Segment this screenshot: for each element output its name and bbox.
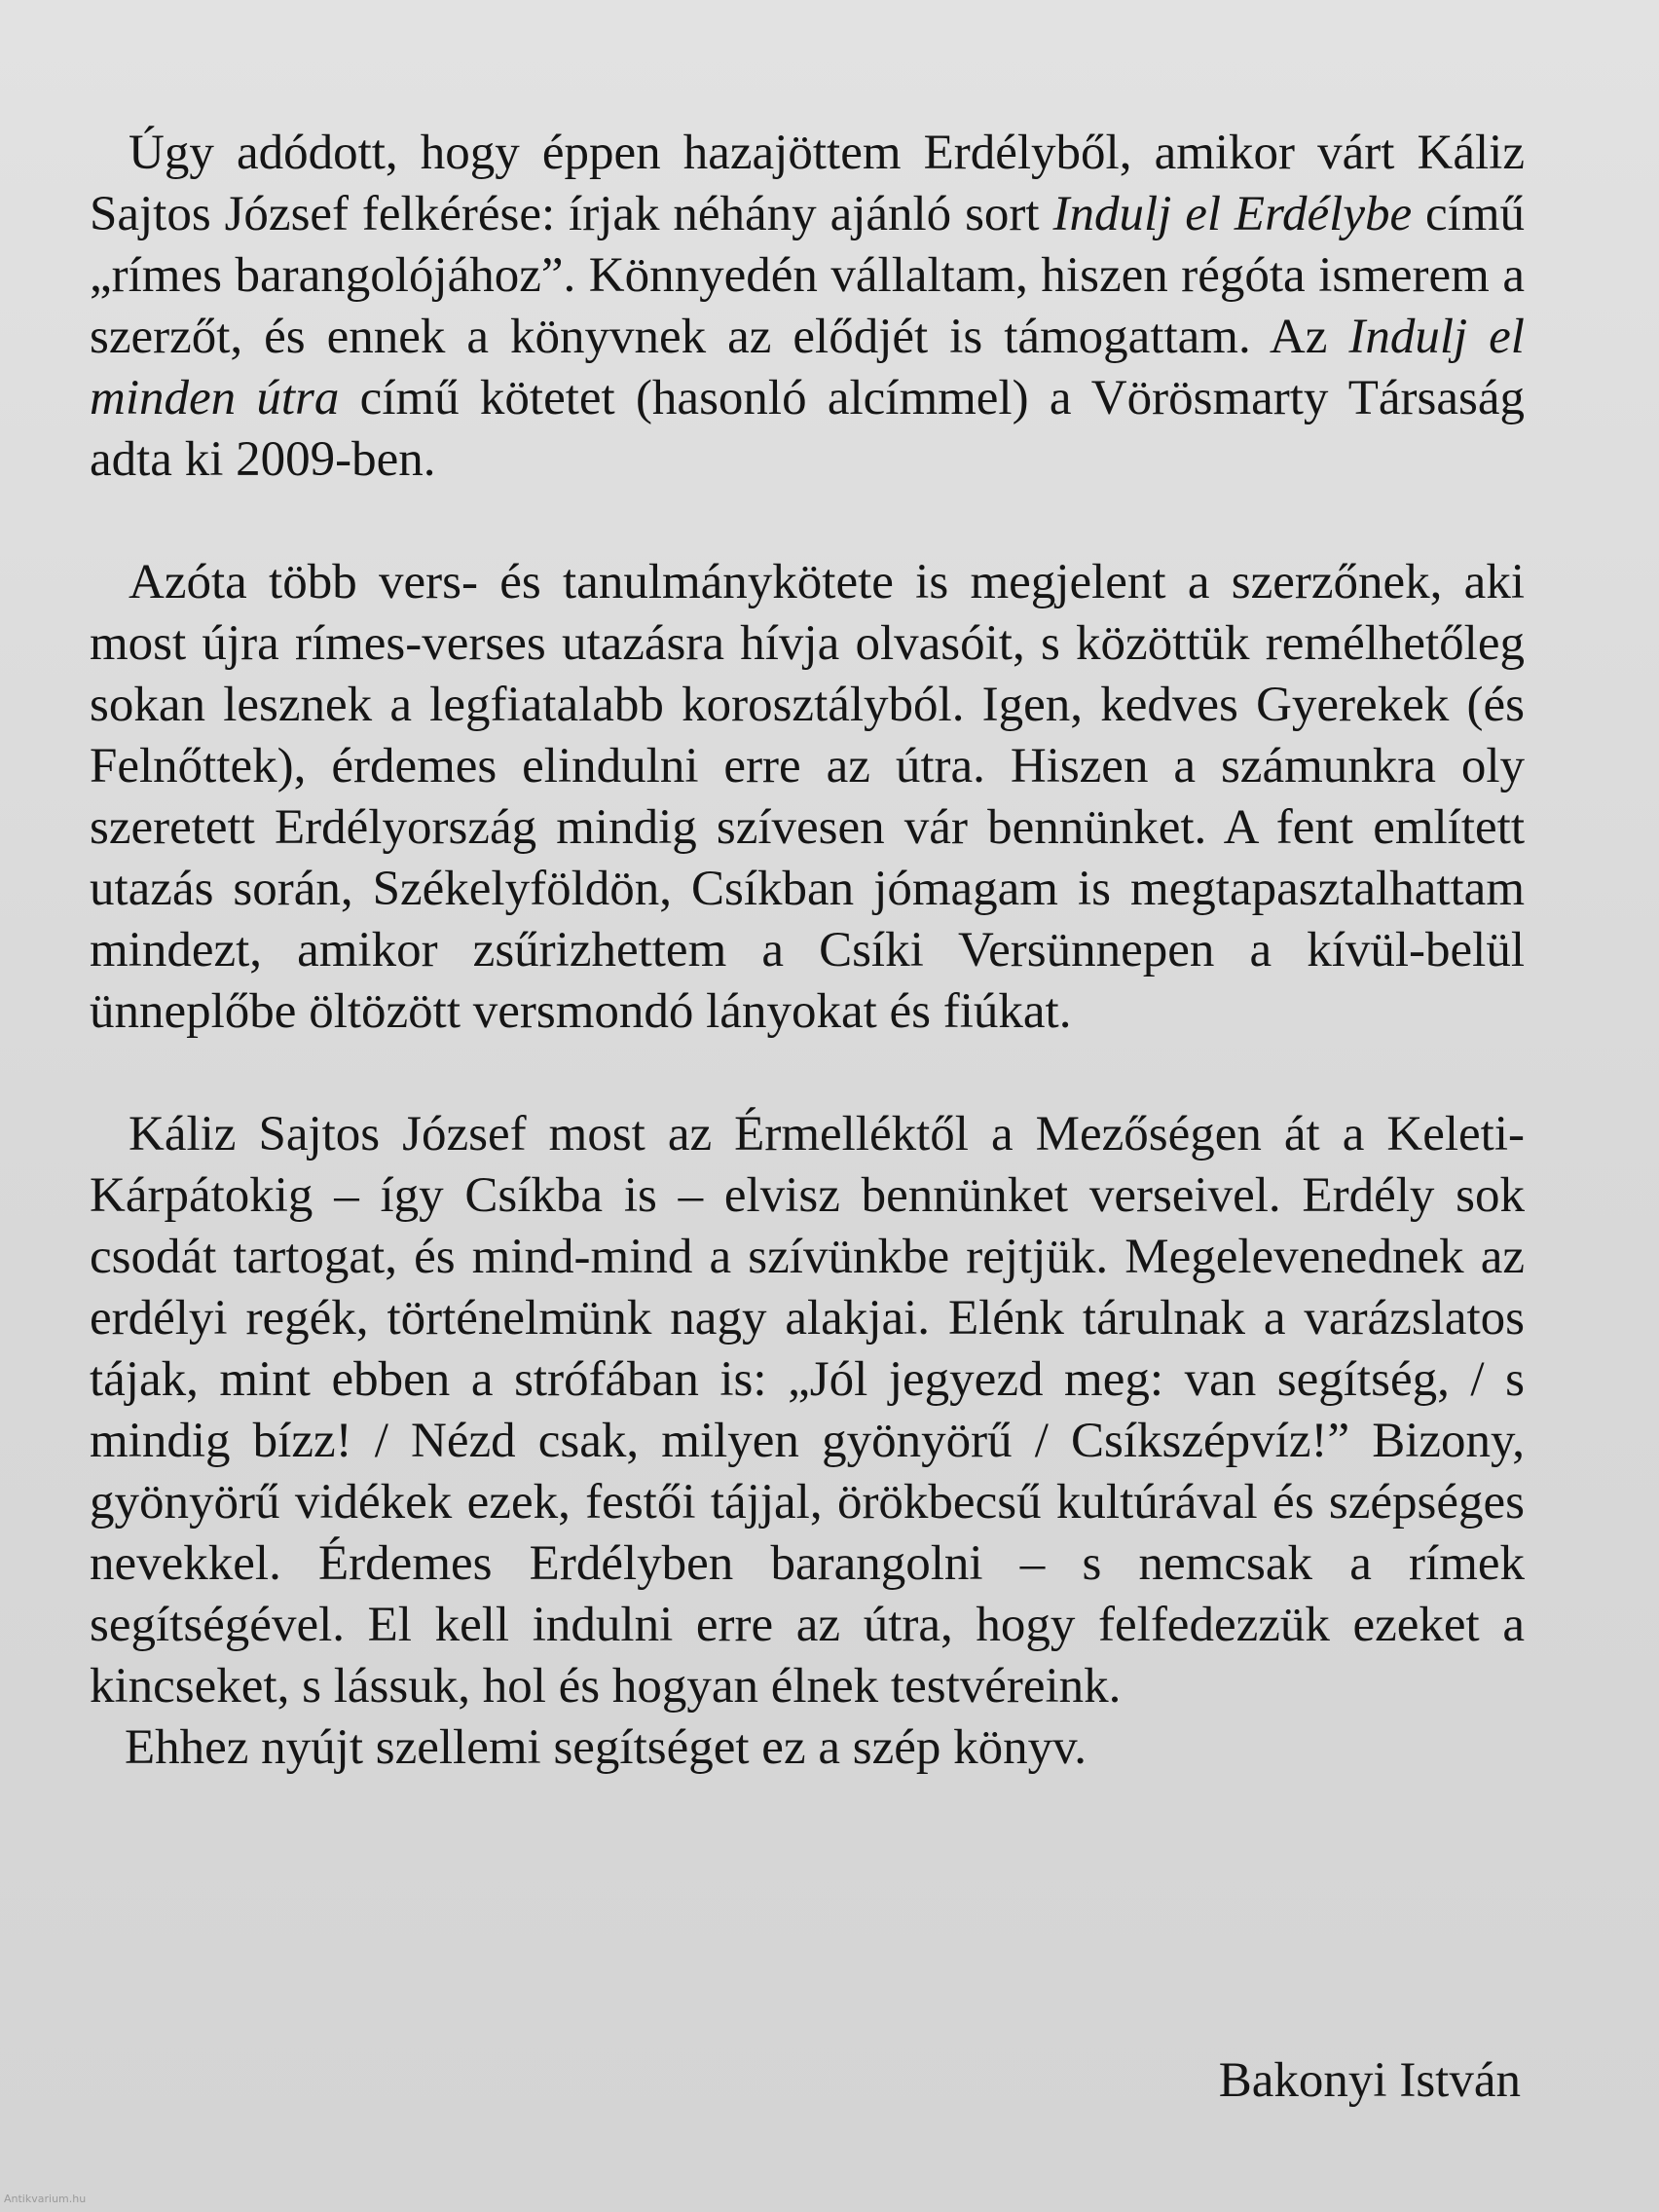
text-segment: Úgy adódott, hogy éppen hazajöttem Erdélyből, amikor várt Káliz Sajtos József felkérése: írjak néhány ajánló sort (90, 126, 1525, 241)
watermark-text: Antikvarium.hu (4, 2193, 87, 2205)
text-segment: Azóta több vers- és tanulmánykötete is megjelent a szerzőnek, aki most újra rímes-verses utazásra hívja olvasóit, s közöttük remélhetőleg sokan lesznek a legfiatalabb korosztályból. Igen, kedves Gyerekek (és Felnőttek), érdemes elindulni erre az útra. Hiszen a számunkra oly szeretett Erdélyország mindig szívesen vár bennünket. A fent említett utazás során, Székelyföldön, Csíkban jómagam is megtapasztalhattam mindezt, amikor zsűrizhettem a Csíki Versünnepen a kívül-belül ünneplőbe öltözött versmondó lányokat és fiúkat. (90, 555, 1525, 1039)
author-signature: Bakonyi István (1218, 2053, 1521, 2108)
paragraph-2 (90, 552, 1525, 1043)
text-segment: című kötetet (hasonló alcímmel) a Vörösmarty Társaság adta ki 2009-ben. (90, 371, 1525, 487)
book-title-italic: Indulj el Erdélybe (1052, 187, 1413, 241)
closing-line: Ehhez nyújt szellemi segítséget ez a szép könyv. (125, 1720, 1088, 1775)
text-segment: című „rímes barangolójához”. Könnyedén vállaltam, hiszen régóta ismerem a szerzőt, és ennek a könyvnek az elődjét is támogattam. Az (90, 187, 1525, 364)
paragraph-3 (90, 1104, 1525, 1717)
paragraph-1 (90, 123, 1525, 491)
text-segment: Káliz Sajtos József most az Érmelléktől a Mezőségen át a Keleti-Kárpátokig – így Csíkba is – elvisz bennünket verseivel. Erdély sok csodát tartogat, és mind-mind a szívünkbe rejtjük. Megelevenednek az erdélyi regék, történelmünk nagy alakjai. Elénk tárulnak a varázslatos tájak, mint ebben a strófában is: „Jól jegyezd meg: van segítség, / s mindig bízz! / Nézd csak, milyen gyönyörű / Csíkszépvíz!” Bizony, gyönyörű vidékek ezek, festői tájjal, örökbecsű kultúrával és szépséges nevekkel. Érdemes Erdélyben barangolni – s nemcsak a rímek segítségével. El kell indulni erre az útra, hogy felfedezzük ezeket a kincseket, s lássuk, hol és hogyan élnek testvéreink. (90, 1107, 1525, 1714)
book-title-italic: Indulj el minden útra (90, 310, 1525, 425)
foreword-text (90, 123, 1525, 1779)
